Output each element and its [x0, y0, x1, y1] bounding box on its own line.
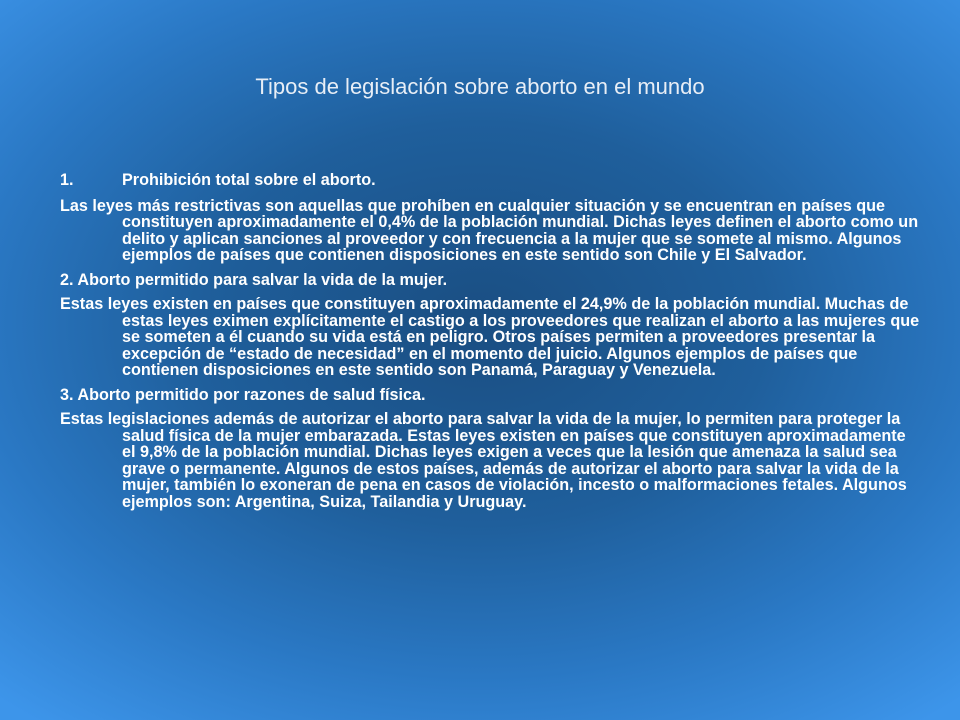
slide-title: Tipos de legislación sobre aborto en el mundo — [255, 74, 705, 99]
slide-content — [60, 172, 920, 518]
section-3-heading: 3. Aborto permitido por razones de salud física. — [60, 385, 426, 404]
section-2-heading: 2. Aborto permitido para salvar la vida de la mujer. — [60, 270, 448, 289]
section-3-body: Estas legislaciones además de autorizar el aborto para salvar la vida de la mujer, lo permiten para proteger la salud física de la mujer embarazada. Estas leyes existen en países que constituyen aproximadamente el 9,8% de la población mundial. Dichas leyes exigen a veces que la lesión que amenaza la salud sea grave o permanente. Algunos de estos países, además de autorizar el aborto para salvar la vida de la mujer, también lo exoneran de pena en casos de violación, incesto o malformaciones fetales. Algunos ejemplos son: Argentina, Suiza, Tailandia y Uruguay. — [60, 410, 907, 511]
section-1-heading — [60, 172, 920, 189]
section-1-heading-text: Prohibición total sobre el aborto. — [122, 171, 376, 189]
section-1-number: 1. — [60, 171, 74, 189]
section-2-body: Estas leyes existen en países que constituyen aproximadamente el 24,9% de la población mundial. Muchas de estas leyes eximen explícitamente el castigo a los proveedores que realizan el aborto a las mujeres que se someten a él cuando su vida está en peligro. Otros países permiten a proveedores presentar la excepción de “estado de necesidad” en el momento del juicio. Algunos ejemplos de países que contienen disposiciones en este sentido son Panamá, Paraguay y Venezuela. — [60, 295, 920, 379]
section-1-body: Las leyes más restrictivas son aquellas que prohíben en cualquier situación y se encuentran en países que constituyen aproximadamente el 0,4% de la población mundial. Dichas leyes definen el aborto como un delito y aplican sanciones al proveedor y con frecuencia a la mujer que se somete al mismo. Algunos ejemplos de países que contienen disposiciones en este sentido son Chile y El Salvador. — [60, 196, 919, 264]
